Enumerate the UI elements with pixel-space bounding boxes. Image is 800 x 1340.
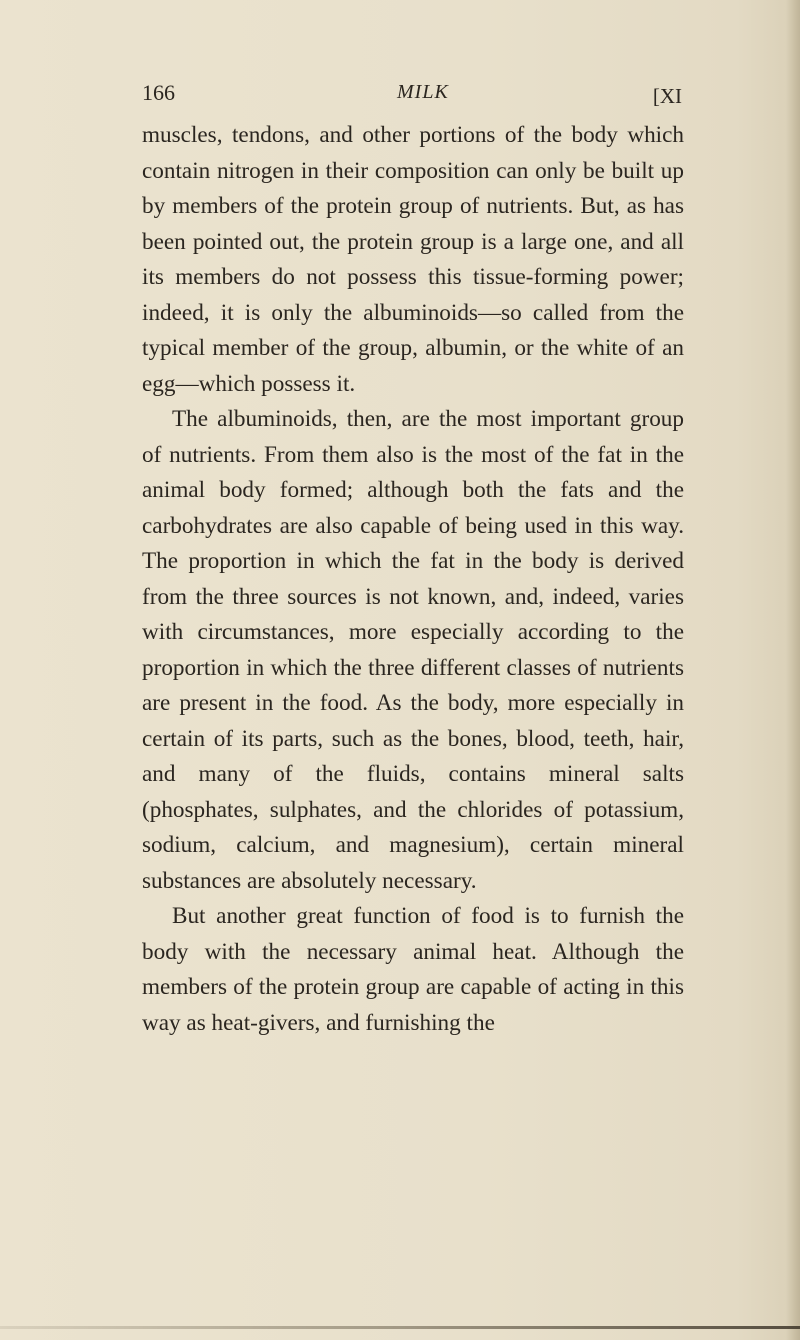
paragraph-1: muscles, tendons, and other portions of the body which contain nitrogen in their composition can only be built up by members of the protein group of nutrients. But, as has been pointed out, the protein group is a large one, and all its members do not possess this tissue-forming power; indeed, it is only the albuminoids—so called from the typical member of the group, albumin, or the white of an egg—which possess it.: [142, 122, 684, 397]
body-text: [142, 118, 684, 1041]
bottom-page-edge: [0, 1326, 800, 1329]
chapter-mark: [XI: [652, 84, 682, 108]
paragraph-2: The albuminoids, then, are the most important group of nutrients. From them also is the most of the fat in the animal body formed; although both the fats and the carbohydrates are also capable of being used in this way. The proportion in which the fat in the body is derived from the three sources is not known, and, indeed, varies with circumstances, more especially according to the proportion in which the three different classes of nutrients are present in the food. As the body, more especially in certain of its parts, such as the bones, blood, teeth, hair, and many of the fluids, contains mineral salts (phosphates, sulphates, and the chlorides of potassium, sodium, calcium, and magnesium), certain mineral substances are absolutely necessary.: [142, 406, 684, 894]
paragraph-3: But another great function of food is to furnish the body with the necessary animal heat. Although the members of the protein group are capable of acting in this way as heat-givers, and furnishing the: [142, 903, 684, 1036]
running-title: MILK: [397, 81, 449, 103]
page-header: [142, 80, 682, 116]
page-number: 166: [142, 80, 175, 105]
page-edge-shadow: [786, 0, 800, 1340]
